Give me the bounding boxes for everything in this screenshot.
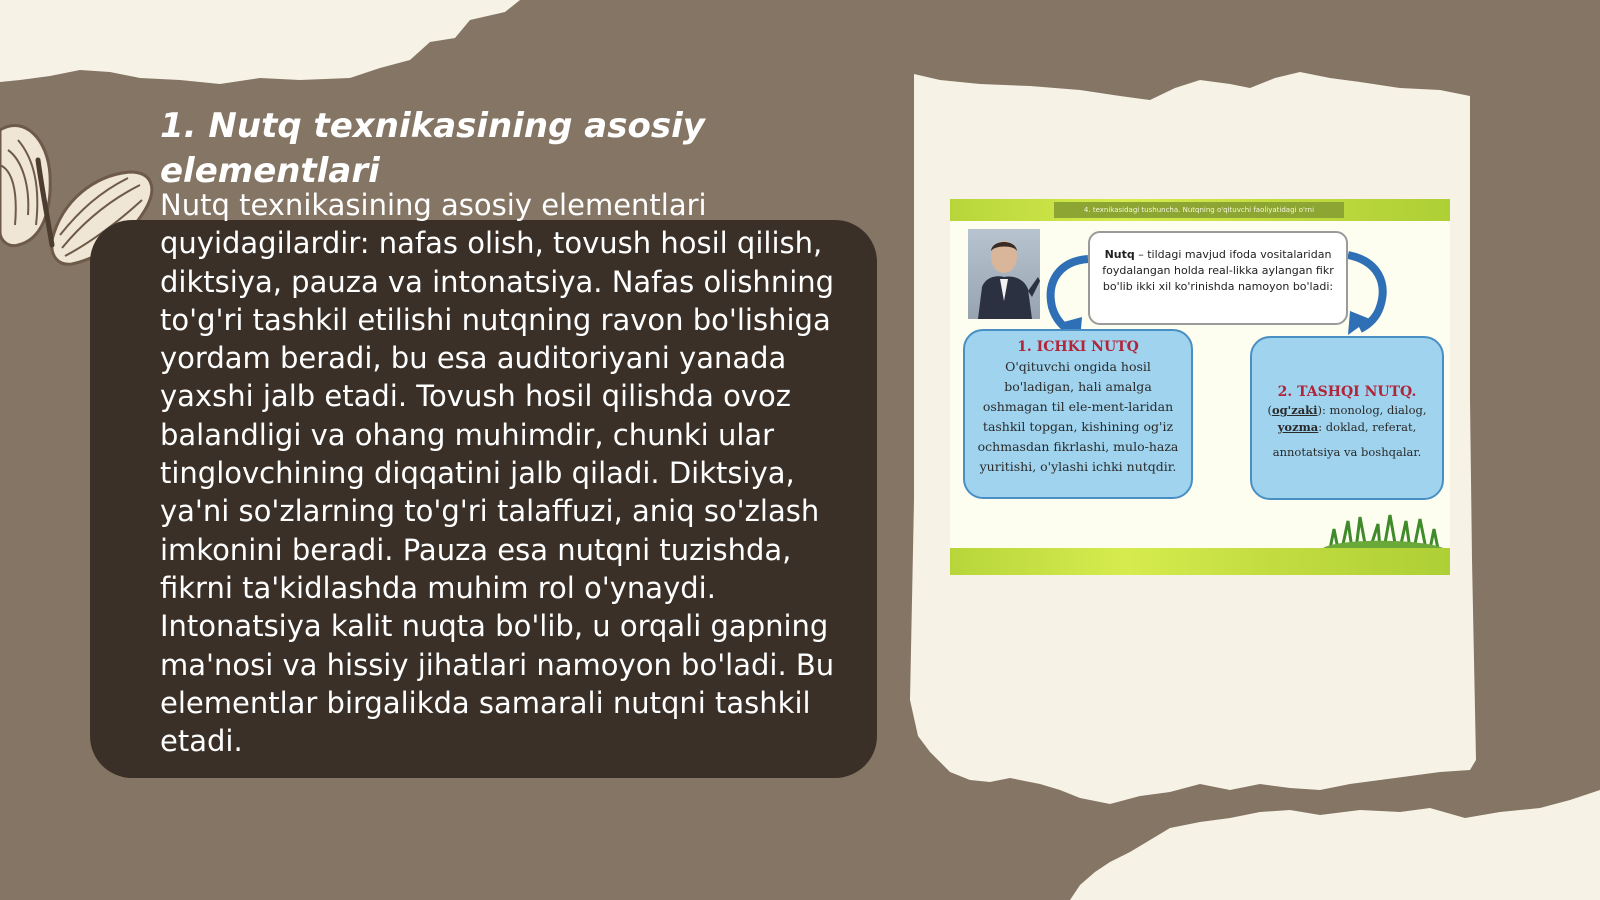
outer-speech-box: 2. TASHQI NUTQ. (og'zaki): monolog, dialog, yozma: doklad, referat, annotatsiya va boshqalar. bbox=[1250, 336, 1444, 500]
definition-text: – tildagi mavjud ifoda vositalaridan foydalangan holda real-likka aylangan fikr bo'lib ikki xil ko'rinishda namoyon bo'ladi: bbox=[1102, 248, 1334, 293]
top-band-title: 4. texnikasidagi tushuncha. Nutqning o'qituvchi faoliyatidagi o'rni bbox=[1054, 202, 1344, 218]
grass-icon bbox=[1322, 515, 1446, 549]
definition-term: Nutq bbox=[1104, 248, 1135, 261]
oral-text: : monolog, dialog, bbox=[1322, 403, 1427, 417]
written-text-cont: annotatsiya va boshqalar. bbox=[1272, 445, 1422, 459]
slide-title: 1. Nutq texnikasining asosiy elementlari bbox=[160, 106, 705, 191]
right-arrow-icon bbox=[1348, 255, 1383, 335]
diagram-picture bbox=[950, 199, 1450, 575]
oral-label: og'zaki bbox=[1271, 403, 1318, 417]
torn-paper-top-left bbox=[0, 0, 520, 84]
inner-speech-box bbox=[963, 329, 1193, 499]
inner-speech-heading: 1. ICHKI NUTQ bbox=[1017, 339, 1139, 355]
slide-body-text: Nutq texnikasining asosiy elementlari quyidagilardir: nafas olish, tovush hosil qilish, diktsiya, pauza va intonatsiya. Nafas olishning to'g'ri tashkil etilishi nutqning ravon bo'lishiga yordam beradi, bu esa auditoriyani yanada yaxshi jalb etadi. Tovush hosil qilishda ovoz balandligi va ohang muhimdir, chunki ular tinglovchining diqqatini jalb qiladi. Diktsiya, ya'ni so'zlarning to'g'ri talaffuzi, aniq so'zlash imkonini beradi. Pauza esa nutqni tuzishda, fikrni ta'kidlashda muhim rol o'ynaydi. Intonatsiya kalit nuqta bo'lib, u orqali gapning ma'nosi va hissiy jihatlari namoyon bo'ladi. Bu elementlar birgalikda samarali nutqni tashkil etadi. bbox=[160, 188, 835, 759]
written-label: yozma bbox=[1277, 420, 1319, 434]
written-text: : doklad, referat, bbox=[1318, 420, 1417, 434]
outer-speech-heading: 2. TASHQI NUTQ. bbox=[1277, 384, 1417, 400]
inner-speech-text: O'qituvchi ongida hosil bo'ladigan, hali amalga oshmagan til ele-ment-laridan tashkil topgan, kishining og'iz ochmasdan fikrlashi, mulo-haza yuritishi, o'ylashi ichki nutqdir. bbox=[977, 359, 1179, 474]
torn-paper-bottom-right bbox=[1070, 790, 1600, 900]
definition-box bbox=[1088, 231, 1348, 325]
bottom-band bbox=[950, 548, 1450, 575]
